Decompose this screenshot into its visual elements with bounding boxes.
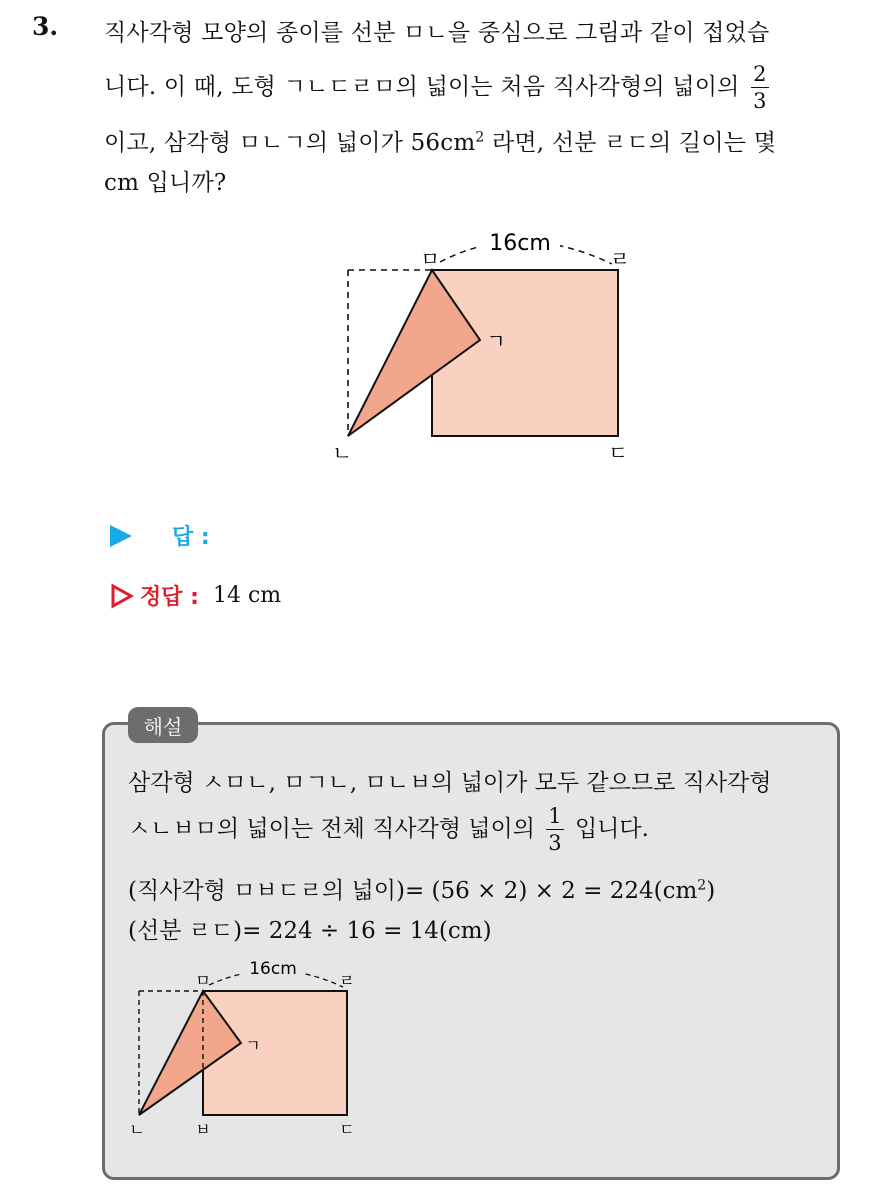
question-line-2-text: 니다. 이 때, 도형 ㄱㄴㄷㄹㅁ의 넓이는 처음 직사각형의 넓이의: [104, 74, 740, 100]
correct-answer-row: [110, 580, 281, 611]
folded-rectangle-figure: [320, 222, 650, 467]
explanation-superscript: 2: [697, 877, 707, 894]
question-line-2: [104, 64, 773, 112]
explanation-vertex-d: ㄷ: [339, 1120, 355, 1139]
explanation-fraction-numerator: 1: [548, 804, 562, 828]
vertex-label-n: ㄴ: [332, 441, 352, 465]
play-filled-icon: [110, 525, 132, 547]
question-line-1: 직사각형 모양의 종이를 선분 ㅁㄴ을 중심으로 그림과 같이 접었습: [104, 20, 770, 46]
question-line-3-pre: 이고, 삼각형 ㅁㄴㄱ의 넓이가 56cm: [104, 130, 476, 156]
explanation-line-3: [128, 872, 715, 905]
explanation-tab: 해설: [128, 707, 198, 743]
explanation-fraction-denominator: 3: [548, 831, 562, 855]
vertex-label-d: ㄷ: [608, 441, 628, 465]
explanation-vertex-b: ㅂ: [195, 1120, 211, 1139]
explanation-length-label: 16cm: [249, 959, 297, 979]
explanation-vertex-m: ㅁ: [195, 971, 211, 990]
correct-answer-label: 정답 :: [140, 585, 199, 610]
explanation-line-3-post: ): [706, 878, 716, 904]
play-outline-icon: [110, 583, 134, 609]
length-label: 16cm: [489, 231, 551, 256]
explanation-line-2: [128, 806, 649, 854]
explanation-vertex-n: ㄴ: [129, 1120, 145, 1139]
answer-row: [110, 520, 210, 551]
question-line-4: cm 입니까?: [104, 170, 227, 196]
explanation-line-4: (선분 ㄹㄷ)= 224 ÷ 16 = 14(cm): [128, 918, 492, 944]
explanation-vertex-g: ㄱ: [245, 1036, 261, 1055]
question-fraction: [751, 64, 769, 112]
explanation-line-2-pre: ㅅㄴㅂㅁ의 넓이는 전체 직사각형 넓이의: [128, 816, 535, 842]
vertex-label-m: ㅁ: [420, 247, 440, 271]
question-line-3-post: 라면, 선분 ㄹㄷ의 길이는 몇: [484, 130, 777, 156]
question-line-3: [104, 124, 776, 157]
question-number: 3.: [32, 12, 59, 41]
explanation-fraction: [546, 806, 563, 854]
explanation-figure: [125, 955, 365, 1140]
correct-answer-value: 14 cm: [212, 583, 282, 608]
fraction-numerator: 2: [753, 62, 767, 86]
answer-label: 답 :: [172, 525, 210, 550]
fraction-denominator: 3: [753, 89, 767, 113]
vertex-label-r: ㄹ: [610, 247, 630, 271]
explanation-vertex-r: ㄹ: [339, 971, 355, 990]
vertex-label-g: ㄱ: [486, 329, 506, 353]
explanation-line-3-pre: (직사각형 ㅁㅂㄷㄹ의 넓이)= (56 × 2) × 2 = 224(cm: [128, 878, 698, 904]
explanation-line-2-post: 입니다.: [574, 816, 649, 842]
question-superscript: 2: [475, 129, 485, 146]
explanation-line-1: 삼각형 ㅅㅁㄴ, ㅁㄱㄴ, ㅁㄴㅂ의 넓이가 모두 같으므로 직사각형: [128, 770, 772, 796]
